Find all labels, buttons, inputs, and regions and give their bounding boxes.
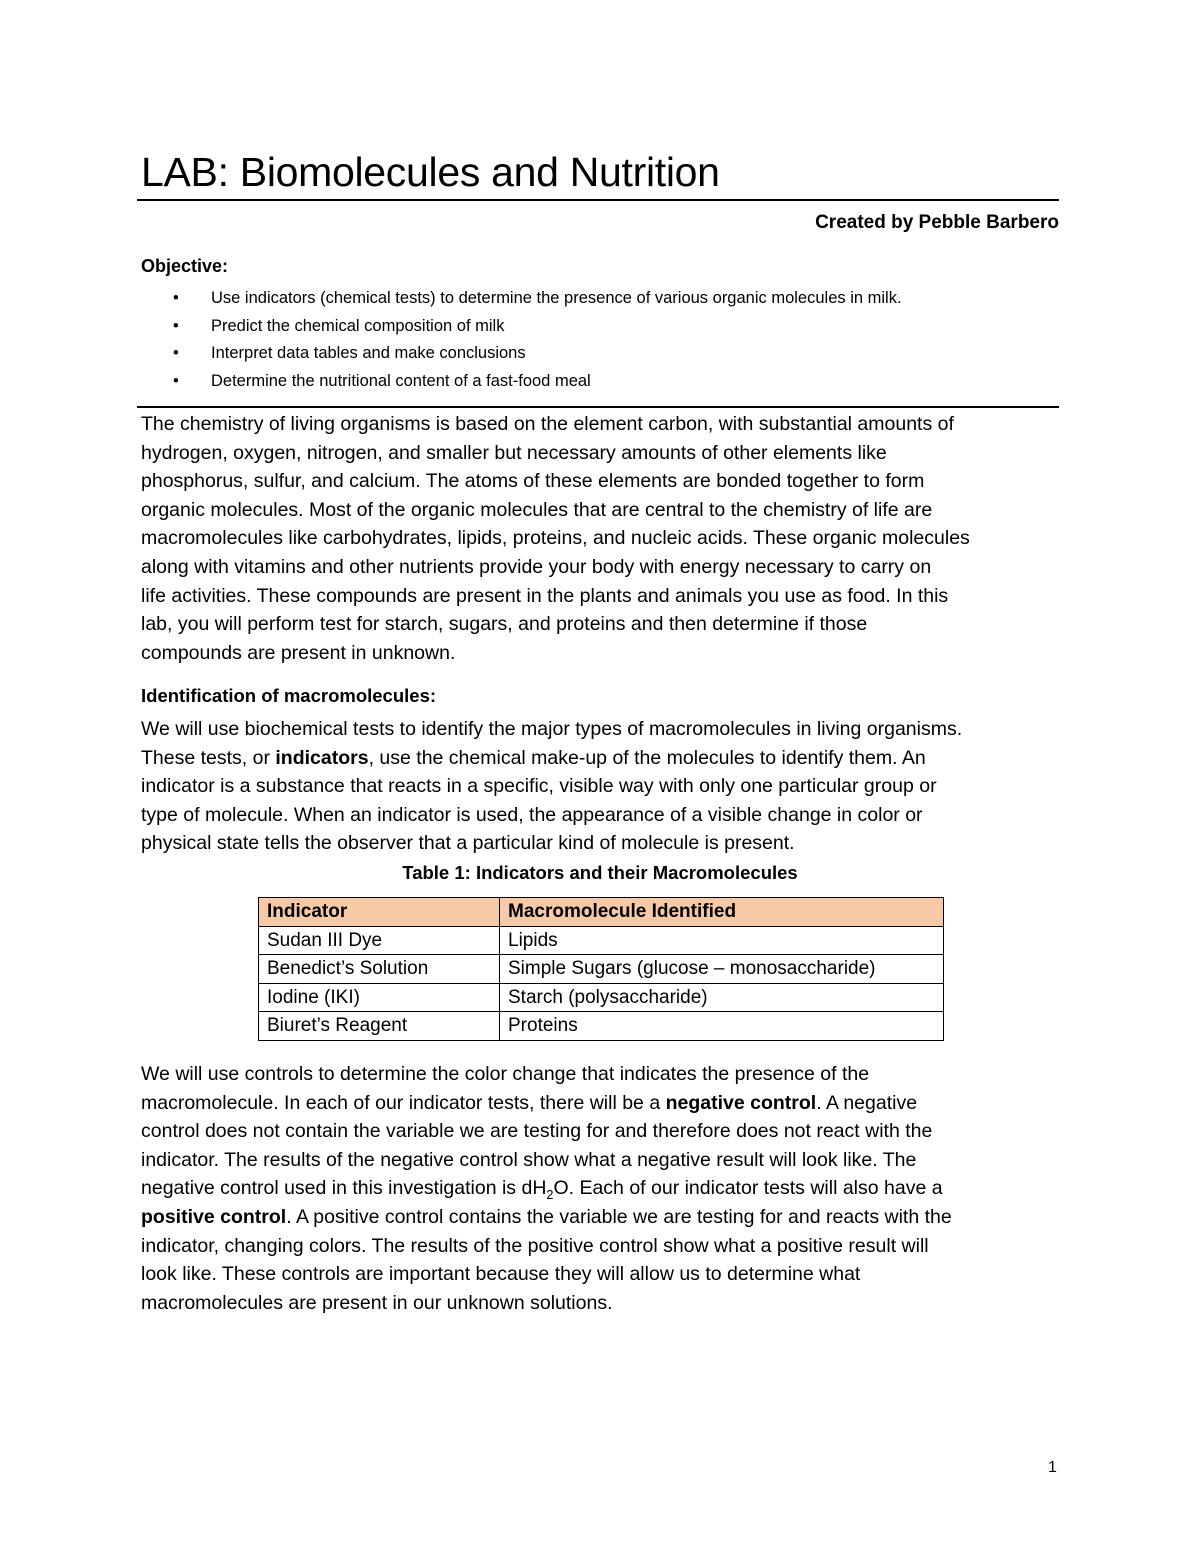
bullet-icon: • xyxy=(173,316,179,335)
table-row xyxy=(259,983,944,1012)
objective-list xyxy=(141,285,902,395)
table-row xyxy=(259,1012,944,1041)
table-cell: Sudan III Dye xyxy=(259,926,500,955)
table-cell: Lipids xyxy=(500,926,944,955)
bullet-icon: • xyxy=(173,371,179,390)
bullet-icon: • xyxy=(173,344,179,362)
table-cell: Benedict’s Solution xyxy=(259,955,500,984)
table-cell: Iodine (IKI) xyxy=(259,983,500,1012)
positive-control-term: positive control xyxy=(141,1205,287,1228)
intro-paragraph: The chemistry of living organisms is based on the element carbon, with substantial amounts of hydrogen, oxygen, nitrogen, and smaller but necessary amounts of other elements like phosphorus, sulfur, and calcium. The atoms of these elements are bonded together to form organic molecules. Most of the organic molecules that are central to the chemistry of life are macromolecules like carbohydrates, lipids, proteins, and nucleic acids. These organic molecules along with vitamins and other nutrients provide your body with energy necessary to carry on life activities. These compounds are present in the plants and animals you use as food. In this lab, you will perform test for starch, sugars, and proteins and then determine if those compounds are present in unknown. xyxy=(141,413,970,664)
table-caption: Table 1: Indicators and their Macromolecules xyxy=(402,862,798,883)
identification-paragraph: We will use biochemical tests to identify the major types of macromolecules in living organisms. These tests, or indicators, use the chemical make-up of the molecules to identify them. An indicator is a substance that reacts in a specific, visible way with only one particular group or type of molecule. When an indicator is used, the appearance of a visible change in color or physical state tells the observer that a particular kind of molecule is present. xyxy=(141,718,963,855)
page-number: 1 xyxy=(1048,1459,1057,1476)
list-item: • Interpret data tables and make conclusions xyxy=(141,340,902,368)
table-row xyxy=(259,955,944,984)
column-header: Macromolecule Identified xyxy=(500,898,944,927)
title-divider xyxy=(137,199,1059,201)
table-cell: Biuret’s Reagent xyxy=(259,1012,500,1041)
table-row xyxy=(259,926,944,955)
list-item: • Predict the chemical composition of milk xyxy=(141,313,902,341)
indicators-term: indicators xyxy=(275,746,369,769)
column-header: Indicator xyxy=(259,898,500,927)
table-cell: Starch (polysaccharide) xyxy=(500,983,944,1012)
list-item: • Determine the nutritional content of a fast-food meal xyxy=(141,368,902,396)
indicators-table xyxy=(258,897,944,1041)
identification-heading: Identification of macromolecules: xyxy=(141,685,437,706)
page-title: LAB: Biomolecules and Nutrition xyxy=(141,149,720,195)
objective-heading: Objective: xyxy=(141,256,229,276)
table-cell: Proteins xyxy=(500,1012,944,1041)
table-header-row xyxy=(259,898,944,927)
negative-control-term: negative control xyxy=(665,1091,817,1114)
controls-paragraph: We will use controls to determine the color change that indicates the presence of the macromolecule. In each of our indicator tests, there will be a negative control. A negative control does not contain the variable we are testing for and therefore does not react with the indicator. The results of the negative control show what a negative result will look like. The negative control used in this investigation is $dH_2O$. Each of our indicator tests will also have a positive control. A positive control contains the variable we are testing for and reacts with the indicator, changing colors. The results of the positive control show what a positive result will look like. These controls are important because they will allow us to determine what macromolecules are present in our unknown solutions. xyxy=(141,1063,952,1314)
table-cell: Simple Sugars (glucose – monosaccharide) xyxy=(500,955,944,984)
bullet-icon: • xyxy=(173,289,179,307)
list-item: • Use indicators (chemical tests) to determine the presence of various organic molecules in milk. xyxy=(141,285,902,313)
author-credit: Created by Pebble Barbero xyxy=(815,212,1059,233)
objective-divider xyxy=(137,406,1059,408)
